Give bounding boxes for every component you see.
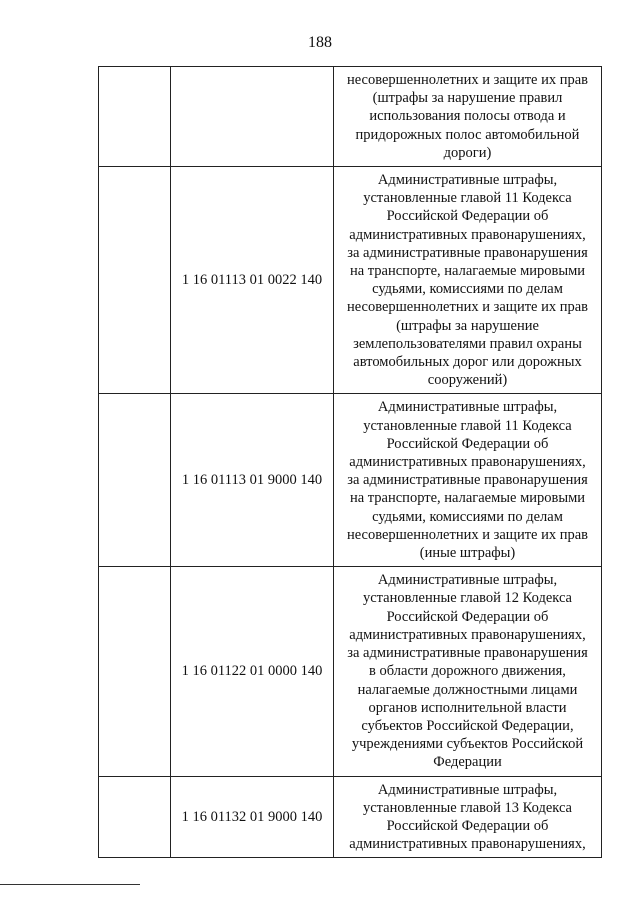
description-line: Российской Федерации об xyxy=(386,817,549,834)
description-line: судьями, комиссиями по делам xyxy=(372,508,563,525)
description-line: землепользователями правил охраны xyxy=(353,335,582,352)
description-line: органов исполнительной власти xyxy=(368,699,567,716)
description-line: установленные главой 11 Кодекса xyxy=(363,417,572,434)
description-cell xyxy=(334,567,602,776)
table-cell-empty xyxy=(99,567,171,776)
description-line: на транспорте, налагаемые мировыми xyxy=(349,490,586,507)
description-line: несовершеннолетних и защите их прав xyxy=(346,526,589,543)
budget-codes-table xyxy=(98,66,602,858)
page-number: 188 xyxy=(308,34,332,51)
footnote-divider xyxy=(0,884,140,885)
description-line: использования полосы отвода и xyxy=(369,108,566,125)
budget-code-cell: 1 16 01122 01 0000 140 xyxy=(171,567,334,776)
description-line: за административные правонарушения xyxy=(347,244,588,261)
description-cell xyxy=(334,167,602,394)
description-line: дороги) xyxy=(443,144,492,161)
description-line: учреждениями субъектов Российской xyxy=(351,736,584,753)
description-line: (штрафы за нарушение правил xyxy=(372,90,563,107)
description-line: за административные правонарушения xyxy=(347,645,588,662)
description-line: Административные штрафы, xyxy=(377,172,558,189)
description-line: несовершеннолетних и защите их прав xyxy=(346,299,589,316)
table-cell-empty xyxy=(99,776,171,858)
description-cell xyxy=(334,394,602,567)
description-line: налагаемые должностными лицами xyxy=(357,681,578,698)
description-line: Российской Федерации об xyxy=(386,435,549,452)
description-line: судьями, комиссиями по делам xyxy=(372,281,563,298)
table-cell-empty xyxy=(99,167,171,394)
budget-code-cell xyxy=(171,67,334,167)
description-line: Российской Федерации об xyxy=(386,608,549,625)
description-line: Федерации xyxy=(433,754,502,771)
description-line: несовершеннолетних и защите их прав xyxy=(346,72,589,88)
description-cell xyxy=(334,67,602,167)
description-line: на транспорте, налагаемые мировыми xyxy=(349,263,586,280)
description-line: установленные главой 13 Кодекса xyxy=(362,799,572,816)
description-line: автомобильных дорог или дорожных xyxy=(353,354,582,371)
description-line: Административные штрафы, xyxy=(377,399,558,416)
description-line: (штрафы за нарушение xyxy=(396,317,539,334)
table-cell-empty xyxy=(99,67,171,167)
description-line: за административные правонарушения xyxy=(347,472,588,489)
budget-code-cell: 1 16 01113 01 0022 140 xyxy=(171,167,334,394)
description-line: Российской Федерации об xyxy=(386,208,549,225)
description-line: придорожных полос автомобильной xyxy=(355,126,580,143)
description-cell xyxy=(334,776,602,858)
table-row xyxy=(99,567,602,776)
table-row xyxy=(99,394,602,567)
description-line: (иные штрафы) xyxy=(419,545,516,562)
description-line: субъектов Российской Федерации, xyxy=(361,717,574,734)
table-body xyxy=(99,67,602,858)
table-row xyxy=(99,67,602,167)
description-line: установленные главой 11 Кодекса xyxy=(363,190,572,207)
budget-code-cell: 1 16 01113 01 9000 140 xyxy=(171,394,334,567)
description-line: сооружений) xyxy=(427,372,508,389)
description-line: административных правонарушениях, xyxy=(349,454,586,471)
description-line: административных правонарушениях, xyxy=(349,836,586,853)
table-cell-empty xyxy=(99,394,171,567)
description-line: Административные штрафы, xyxy=(377,572,558,589)
description-line: административных правонарушениях, xyxy=(349,226,586,243)
description-line: Административные штрафы, xyxy=(377,781,558,798)
budget-code-cell: 1 16 01132 01 9000 140 xyxy=(171,776,334,858)
description-line: установленные главой 12 Кодекса xyxy=(362,590,572,607)
table-row xyxy=(99,167,602,394)
description-line: в области дорожного движения, xyxy=(369,663,566,680)
description-line: административных правонарушениях, xyxy=(349,626,586,643)
table-row xyxy=(99,776,602,858)
